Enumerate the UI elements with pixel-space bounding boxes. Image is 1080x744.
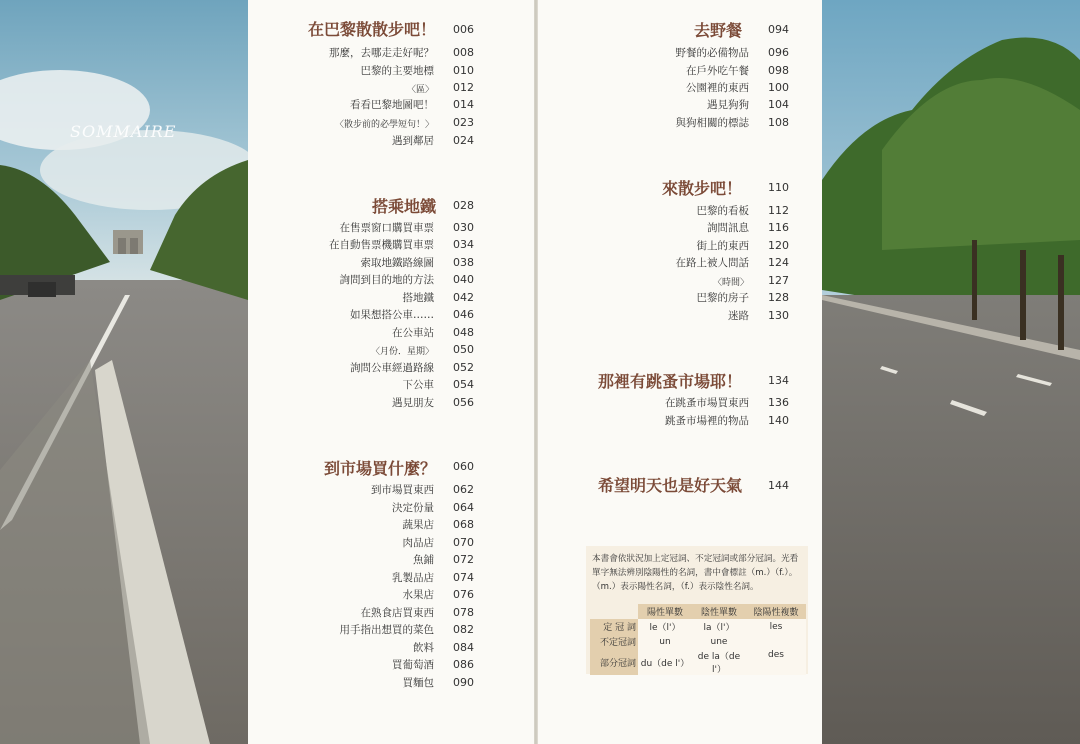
toc-page-number: 120 — [768, 239, 789, 252]
toc-page-number: 084 — [453, 641, 474, 654]
section-page-number: 110 — [768, 181, 789, 194]
toc-entry: 在公車站 — [392, 327, 434, 339]
toc-entry: 詢問訊息 — [707, 222, 749, 234]
toc-entry: 肉品店 — [402, 537, 434, 549]
toc-page-number: 023 — [453, 116, 474, 129]
article-table-cell: des — [746, 634, 806, 675]
toc-entry: 〈月份．星期〉 — [370, 347, 434, 357]
toc-entry: 巴黎的房子 — [696, 292, 749, 304]
section-page-number: 060 — [453, 460, 474, 473]
toc-page-number: 096 — [768, 46, 789, 59]
section-title: 在巴黎散散步吧！ — [307, 20, 436, 39]
toc-entry: 〈散步前的必學短句！〉 — [334, 120, 434, 130]
article-note — [586, 546, 808, 674]
toc-page-number: 090 — [453, 676, 474, 689]
article-table-cell: le（l'） — [638, 619, 692, 634]
article-table — [590, 604, 806, 675]
contents-page-left — [248, 0, 534, 744]
toc-entry: 到市場買東西 — [371, 484, 434, 496]
toc-page-number: 068 — [453, 518, 474, 531]
toc-entry: 用手指出想買的菜色 — [339, 624, 434, 636]
toc-entry: 詢問到目的地的方法 — [339, 274, 434, 286]
article-table-row-label: 不定冠詞 — [590, 634, 638, 649]
toc-page-number: 108 — [768, 116, 789, 129]
toc-page-number: 128 — [768, 291, 789, 304]
toc-entry: 那麼，去哪走走好呢？ — [329, 47, 434, 59]
photo-champs-elysees-left — [0, 0, 248, 744]
photo-champs-elysees-right — [822, 0, 1080, 744]
article-table-cell: un — [638, 634, 692, 649]
toc-entry: 索取地鐵路線圖 — [360, 257, 434, 269]
toc-entry: 下公車 — [402, 379, 434, 391]
toc-page-number: 034 — [453, 238, 474, 251]
toc-entry: 跳蚤市場裡的物品 — [665, 415, 749, 427]
toc-page-number: 042 — [453, 291, 474, 304]
toc-entry: 迷路 — [728, 310, 749, 322]
section-title: 到市場買什麼？ — [323, 459, 436, 478]
article-table-row-label: 部分冠詞 — [590, 649, 638, 675]
article-table-cell: du（de l'） — [638, 649, 692, 675]
toc-page-number: 014 — [453, 98, 474, 111]
toc-entry: 飲料 — [413, 642, 434, 654]
toc-entry: 在路上被人問話 — [675, 257, 749, 269]
toc-entry: 公園裡的東西 — [686, 82, 749, 94]
toc-entry: 遇見狗狗 — [707, 99, 749, 111]
toc-page-number: 062 — [453, 483, 474, 496]
toc-entry: 野餐的必備物品 — [675, 47, 749, 59]
toc-entry: 決定份量 — [392, 502, 434, 514]
section-page-number: 094 — [768, 23, 789, 36]
toc-page-number: 124 — [768, 256, 789, 269]
section-page-number: 028 — [453, 199, 474, 212]
sommaire-title: SOMMAIRE — [70, 122, 177, 141]
toc-page-number: 082 — [453, 623, 474, 636]
toc-entry: 水果店 — [402, 589, 434, 601]
article-table-header: 陰性單數 — [692, 604, 746, 619]
section-title: 搭乘地鐵 — [371, 197, 436, 216]
toc-page-number: 127 — [768, 274, 789, 287]
toc-page-number: 130 — [768, 309, 789, 322]
toc-page-number: 054 — [453, 378, 474, 391]
toc-page-number: 056 — [453, 396, 474, 409]
toc-page-number: 072 — [453, 553, 474, 566]
article-table-header: 陰陽性複數 — [746, 604, 806, 619]
section-page-number: 134 — [768, 374, 789, 387]
section-title: 那裡有跳蚤市場耶！ — [597, 372, 742, 391]
toc-page-number: 046 — [453, 308, 474, 321]
toc-page-number: 064 — [453, 501, 474, 514]
toc-entry: 魚鋪 — [413, 554, 434, 566]
article-table-row-label: 定 冠 詞 — [590, 619, 638, 634]
toc-entry: 遇到鄰居 — [392, 135, 434, 147]
toc-page-number: 074 — [453, 571, 474, 584]
toc-entry: 乳製品店 — [392, 572, 434, 584]
article-table-cell: de la（de l'） — [692, 649, 746, 675]
section-page-number: 006 — [453, 23, 474, 36]
toc-entry: 在戶外吃午餐 — [686, 65, 749, 77]
toc-entry: 在售票窗口購買車票 — [339, 222, 434, 234]
section-page-number: 144 — [768, 479, 789, 492]
toc-entry: 買麵包 — [402, 677, 434, 689]
article-table-header: 陽性單數 — [638, 604, 692, 619]
toc-entry: 搭地鐵 — [402, 292, 434, 304]
toc-entry: 巴黎的看板 — [696, 205, 749, 217]
toc-page-number: 136 — [768, 396, 789, 409]
toc-page-number: 112 — [768, 204, 789, 217]
toc-page-number: 038 — [453, 256, 474, 269]
toc-entry: 詢問公車經過路線 — [350, 362, 434, 374]
toc-page-number: 010 — [453, 64, 474, 77]
toc-entry: 〈區〉 — [406, 85, 434, 95]
toc-page-number: 050 — [453, 343, 474, 356]
toc-entry: 與狗相關的標誌 — [675, 117, 749, 129]
toc-page-number: 048 — [453, 326, 474, 339]
toc-page-number: 040 — [453, 273, 474, 286]
toc-entry: 巴黎的主要地標 — [360, 65, 434, 77]
toc-page-number: 024 — [453, 134, 474, 147]
toc-entry: 在熟食店買東西 — [360, 607, 434, 619]
toc-entry: 在自動售票機購買車票 — [329, 239, 434, 251]
article-table-cell: la（l'） — [692, 619, 746, 634]
toc-page-number: 012 — [453, 81, 474, 94]
toc-page-number: 098 — [768, 64, 789, 77]
section-title: 希望明天也是好天氣 — [597, 476, 742, 495]
article-note-text: 本書會依狀況加上定冠詞、不定冠詞或部分冠詞。光看單字無法辨別陰陽性的名詞，書中會標註（m.）（f.）。（m.）表示陽性名詞，（f.）表示陰性名詞。 — [592, 554, 799, 592]
toc-page-number: 076 — [453, 588, 474, 601]
toc-entry: 買葡萄酒 — [392, 659, 434, 671]
toc-page-number: 140 — [768, 414, 789, 427]
toc-entry: 〈時間〉 — [712, 278, 749, 288]
toc-entry: 在跳蚤市場買東西 — [665, 397, 749, 409]
toc-page-number: 104 — [768, 98, 789, 111]
toc-page-number: 086 — [453, 658, 474, 671]
article-table-cell: une — [692, 634, 746, 649]
section-title: 去野餐 — [693, 21, 742, 40]
toc-entry: 街上的東西 — [696, 240, 749, 252]
toc-page-number: 078 — [453, 606, 474, 619]
toc-entry: 如果想搭公車…… — [350, 309, 434, 321]
section-title: 來散步吧！ — [661, 179, 742, 198]
toc-page-number: 070 — [453, 536, 474, 549]
toc-page-number: 030 — [453, 221, 474, 234]
toc-entry: 遇見朋友 — [392, 397, 434, 409]
toc-page-number: 052 — [453, 361, 474, 374]
toc-page-number: 008 — [453, 46, 474, 59]
toc-entry: 蔬果店 — [402, 519, 434, 531]
toc-entry: 看看巴黎地圖吧！ — [350, 99, 434, 111]
toc-page-number: 116 — [768, 221, 789, 234]
toc-page-number: 100 — [768, 81, 789, 94]
article-table-cell: les — [746, 619, 806, 634]
